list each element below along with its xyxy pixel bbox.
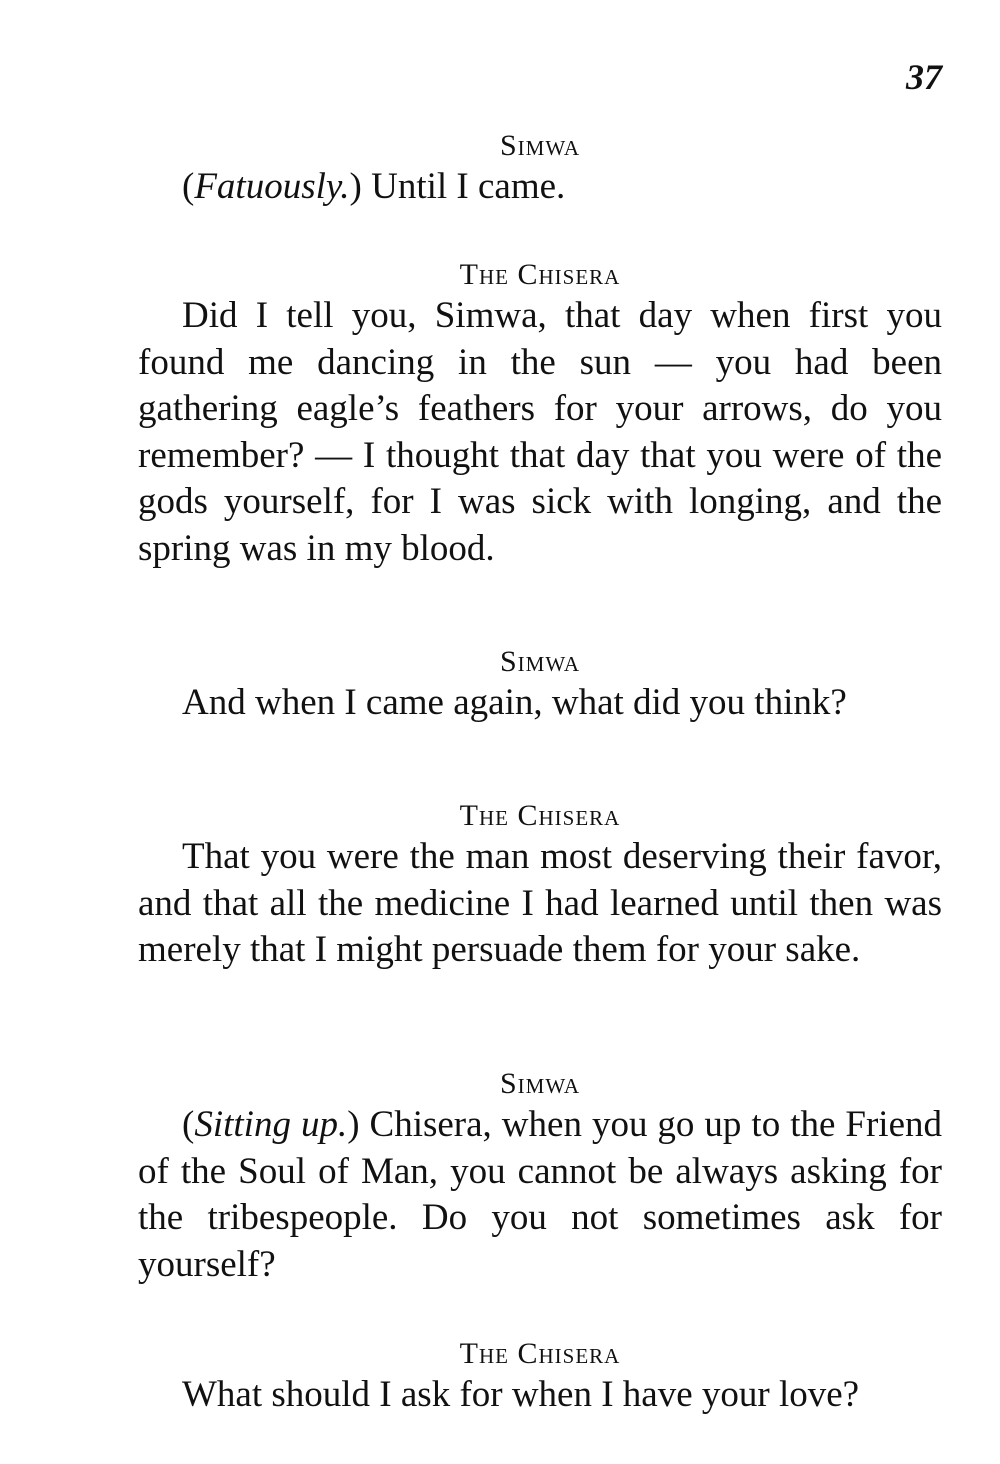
speech-text: (Fatuously.) Until I came. <box>182 166 566 207</box>
speech-body: Chisera, when you go up to the Friend of the Soul of Man, you cannot be always asking for the tribespeople. Do you not sometimes ask for yourself? <box>138 1104 943 1285</box>
page-number: 37 <box>906 57 942 97</box>
speaker-name: The Chisera <box>459 1337 621 1370</box>
dialogue-block <box>138 1066 942 1288</box>
speech-text: Did I tell you, Simwa, that day when first you found me dancing in the sun — you had been gathering eagle’s feathers for your arrows, do you remember? — I thought that day that you were of the gods yourself, for I was sick with longing, and the spring was in my blood. <box>138 295 942 569</box>
stage-direction: Sitting up. <box>194 1104 348 1145</box>
dialogue-block <box>138 128 942 211</box>
speech-text: And when I came again, what did you think? <box>182 682 847 723</box>
speaker-name: Simwa <box>499 645 580 678</box>
speech-body: Until I came. <box>371 166 566 207</box>
dialogue-block <box>138 798 942 974</box>
speech-text: What should I ask for when I have your love? <box>182 1374 860 1415</box>
speaker-name: Simwa <box>499 1067 580 1100</box>
speech-text: That you were the man most deserving their favor, and that all the medicine I had learned until then was merely that I might persuade them for your sake. <box>138 836 942 970</box>
speaker-name: Simwa <box>499 129 580 162</box>
dialogue-block <box>138 257 942 572</box>
stage-direction: Fatuously. <box>194 166 350 207</box>
speaker-name: The Chisera <box>459 799 621 832</box>
speech-text: (Sitting up.) Chisera, when you go up to the Friend of the Soul of Man, you cannot be always asking for the tribespeople. Do you not sometimes ask for yourself? <box>138 1104 943 1285</box>
dialogue-block <box>138 644 942 727</box>
speaker-name: The Chisera <box>459 258 621 291</box>
dialogue-block <box>138 1336 942 1419</box>
